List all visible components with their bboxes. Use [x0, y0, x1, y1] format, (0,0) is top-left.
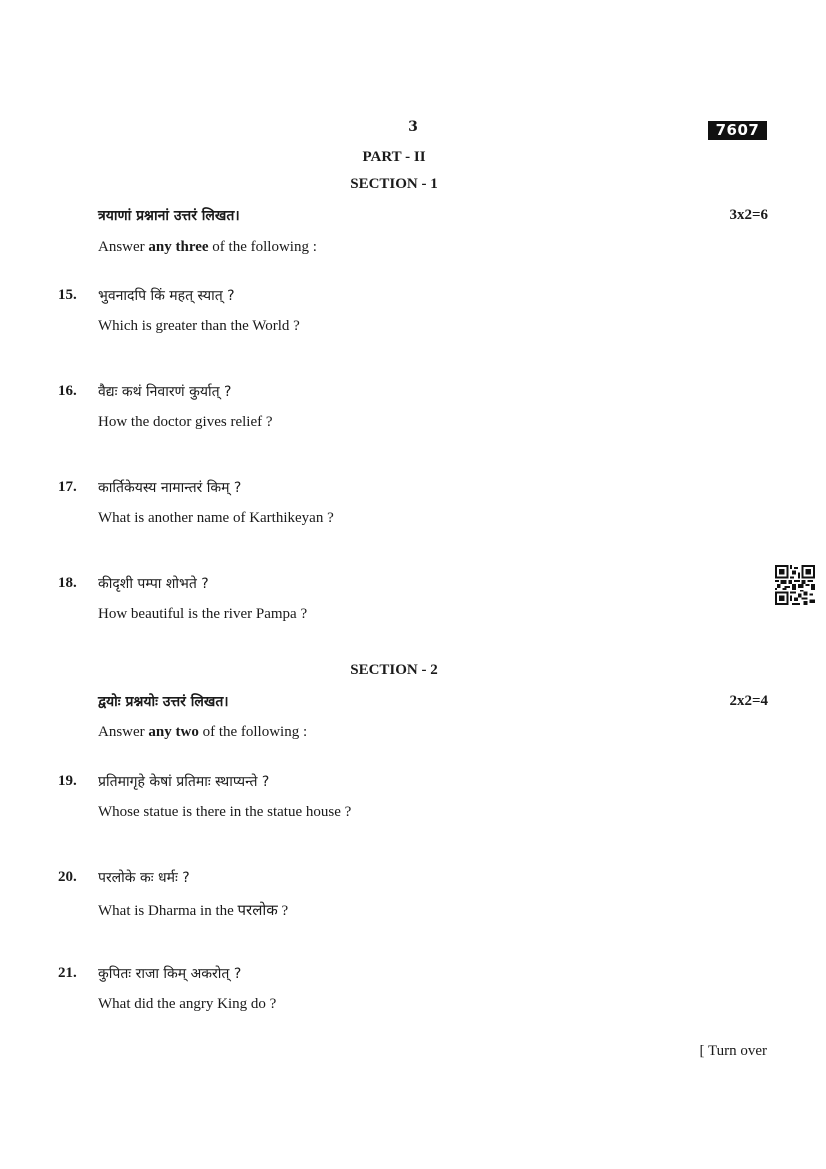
page-number: 3: [408, 119, 418, 135]
question-sanskrit: परलोके कः धर्मः ?: [98, 870, 190, 886]
section-2-marks: 2x2=4: [729, 693, 768, 709]
turn-over-note: [ Turn over: [699, 1043, 767, 1059]
section-2-instruction-english: Answer any two of the following :: [98, 724, 308, 740]
question-number: 16.: [58, 383, 77, 399]
question-number: 17.: [58, 479, 77, 495]
part-heading: PART - II: [362, 149, 426, 165]
section-1-instruction-english: Answer any three of the following :: [98, 239, 317, 255]
qr-code: [775, 565, 815, 605]
question-english: What is another name of Karthikeyan ?: [98, 510, 334, 526]
section-1-instruction-sanskrit: त्रयाणां प्रश्नानां उत्तरं लिखत।: [98, 208, 240, 224]
question-sanskrit: कार्तिकेयस्य नामान्तरं किम् ?: [98, 480, 242, 496]
question-english: How beautiful is the river Pampa ?: [98, 606, 308, 622]
question-english: What is Dharma in the परलोक ?: [98, 903, 289, 919]
question-english: Which is greater than the World ?: [98, 318, 300, 334]
question-number: 20.: [58, 869, 77, 885]
question-number: 19.: [58, 773, 77, 789]
question-sanskrit: प्रतिमागृहे केषां प्रतिमाः स्थाप्यन्ते ?: [98, 774, 270, 790]
question-english: How the doctor gives relief ?: [98, 414, 273, 430]
question-sanskrit: कुपितः राजा किम् अकरोत् ?: [98, 966, 242, 982]
question-english: What did the angry King do ?: [98, 996, 277, 1012]
question-english: Whose statue is there in the statue house ?: [98, 804, 352, 820]
question-sanskrit: कीदृशी पम्पा शोभते ?: [98, 576, 209, 592]
question-number: 21.: [58, 965, 77, 981]
section-2-instruction-sanskrit: द्वयोः प्रश्नयोः उत्तरं लिखत।: [98, 694, 229, 710]
question-sanskrit: वैद्यः कथं निवारणं कुर्यात् ?: [98, 384, 232, 400]
question-number: 15.: [58, 287, 77, 303]
question-number: 18.: [58, 575, 77, 591]
paper-code-badge: 7607: [708, 121, 767, 140]
question-sanskrit: भुवनादपि किं महत् स्यात् ?: [98, 288, 235, 304]
section-1-heading: SECTION - 1: [350, 176, 438, 192]
section-2-heading: SECTION - 2: [350, 662, 438, 678]
section-1-marks: 3x2=6: [729, 207, 768, 223]
